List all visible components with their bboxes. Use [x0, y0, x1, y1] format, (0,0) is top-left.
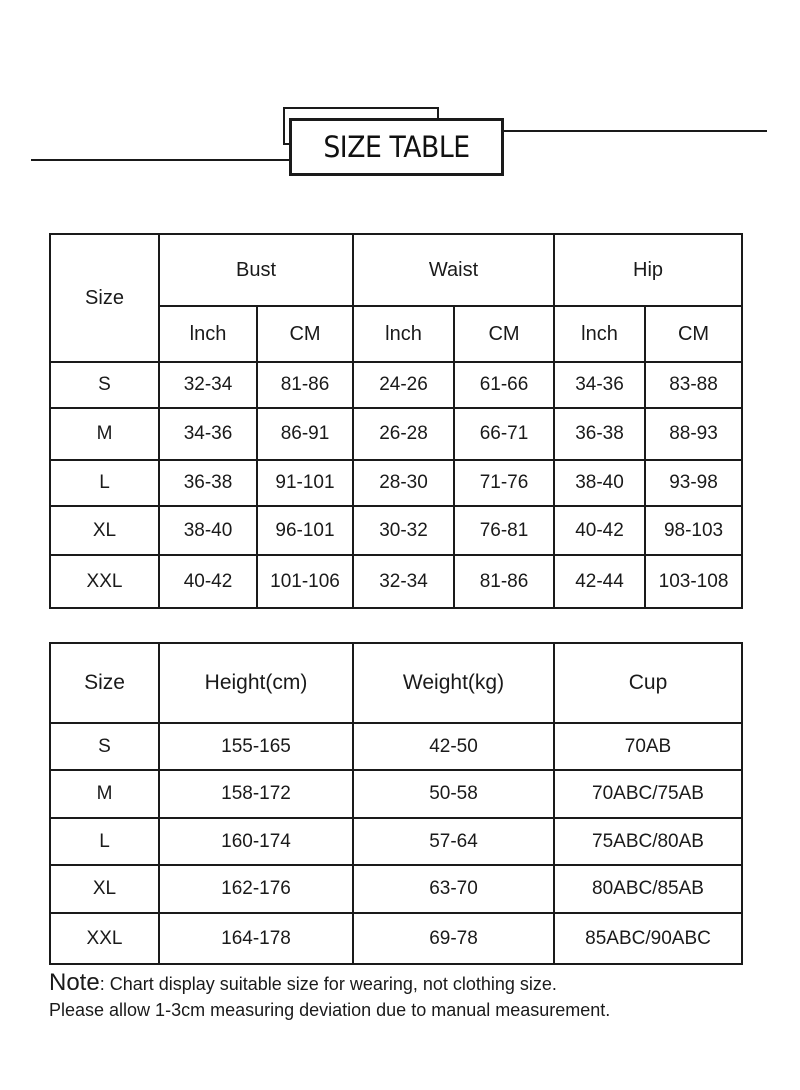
- note-line-1: [49, 970, 610, 997]
- cup-cell: 80ABC/85AB: [554, 865, 742, 913]
- weight-cell: 69-78: [353, 913, 554, 964]
- unit-header: lnch: [159, 306, 257, 362]
- cup-header: Cup: [554, 643, 742, 723]
- value-cell: 103-108: [645, 555, 742, 608]
- waist-header: Waist: [353, 234, 554, 306]
- note-line-2: Please allow 1-3cm measuring deviation due to manual measurement.: [49, 1000, 611, 1020]
- table-row: [50, 362, 742, 408]
- weight-cell: 63-70: [353, 865, 554, 913]
- table-header-row: [50, 643, 742, 723]
- weight-cell: 57-64: [353, 818, 554, 865]
- value-cell: 40-42: [159, 555, 257, 608]
- table-row: [50, 408, 742, 460]
- unit-header: CM: [645, 306, 742, 362]
- value-cell: 61-66: [454, 362, 554, 408]
- fit-recommendation-table: [49, 642, 743, 965]
- title-decoration-right-line: [476, 130, 767, 132]
- value-cell: 30-32: [353, 506, 454, 555]
- value-cell: 81-86: [454, 555, 554, 608]
- title-decoration-left-line: [31, 159, 320, 161]
- note: [49, 970, 610, 1023]
- table-row: [50, 506, 742, 555]
- value-cell: 71-76: [454, 460, 554, 506]
- value-cell: 98-103: [645, 506, 742, 555]
- hip-header: Hip: [554, 234, 742, 306]
- note-text-1: : Chart display suitable size for wearing, not clothing size.: [99, 974, 557, 994]
- body-measurement-table: [49, 233, 743, 609]
- cup-cell: 70ABC/75AB: [554, 770, 742, 818]
- value-cell: 81-86: [257, 362, 353, 408]
- page-title: SIZE TABLE: [323, 130, 470, 164]
- table-row: [50, 460, 742, 506]
- value-cell: 42-44: [554, 555, 645, 608]
- size-cell: M: [50, 408, 159, 460]
- value-cell: 76-81: [454, 506, 554, 555]
- table-row: [50, 913, 742, 964]
- unit-header: CM: [454, 306, 554, 362]
- size-header: Size: [50, 643, 159, 723]
- value-cell: 32-34: [159, 362, 257, 408]
- value-cell: 91-101: [257, 460, 353, 506]
- value-cell: 32-34: [353, 555, 454, 608]
- size-header: Size: [50, 234, 159, 362]
- value-cell: 96-101: [257, 506, 353, 555]
- value-cell: 88-93: [645, 408, 742, 460]
- size-cell: XL: [50, 506, 159, 555]
- size-cell: S: [50, 723, 159, 770]
- cup-cell: 75ABC/80AB: [554, 818, 742, 865]
- unit-header: CM: [257, 306, 353, 362]
- size-cell: L: [50, 460, 159, 506]
- height-cell: 162-176: [159, 865, 353, 913]
- size-cell: M: [50, 770, 159, 818]
- weight-cell: 50-58: [353, 770, 554, 818]
- table-row: [50, 865, 742, 913]
- table-header-row: [50, 234, 742, 306]
- value-cell: 93-98: [645, 460, 742, 506]
- value-cell: 86-91: [257, 408, 353, 460]
- unit-header: lnch: [554, 306, 645, 362]
- value-cell: 34-36: [159, 408, 257, 460]
- value-cell: 26-28: [353, 408, 454, 460]
- height-header: Height(cm): [159, 643, 353, 723]
- value-cell: 36-38: [159, 460, 257, 506]
- weight-header: Weight(kg): [353, 643, 554, 723]
- value-cell: 36-38: [554, 408, 645, 460]
- value-cell: 28-30: [353, 460, 454, 506]
- table-row: [50, 555, 742, 608]
- height-cell: 158-172: [159, 770, 353, 818]
- note-label: Note: [49, 969, 100, 996]
- value-cell: 66-71: [454, 408, 554, 460]
- bust-header: Bust: [159, 234, 353, 306]
- table-row: [50, 818, 742, 865]
- value-cell: 38-40: [554, 460, 645, 506]
- table-row: [50, 770, 742, 818]
- height-cell: 160-174: [159, 818, 353, 865]
- value-cell: 40-42: [554, 506, 645, 555]
- value-cell: 34-36: [554, 362, 645, 408]
- unit-header: lnch: [353, 306, 454, 362]
- cup-cell: 85ABC/90ABC: [554, 913, 742, 964]
- value-cell: 24-26: [353, 362, 454, 408]
- value-cell: 38-40: [159, 506, 257, 555]
- table-row: [50, 723, 742, 770]
- cup-cell: 70AB: [554, 723, 742, 770]
- size-cell: XL: [50, 865, 159, 913]
- value-cell: 83-88: [645, 362, 742, 408]
- height-cell: 164-178: [159, 913, 353, 964]
- value-cell: 101-106: [257, 555, 353, 608]
- size-cell: L: [50, 818, 159, 865]
- weight-cell: 42-50: [353, 723, 554, 770]
- size-cell: XXL: [50, 555, 159, 608]
- size-cell: S: [50, 362, 159, 408]
- height-cell: 155-165: [159, 723, 353, 770]
- size-cell: XXL: [50, 913, 159, 964]
